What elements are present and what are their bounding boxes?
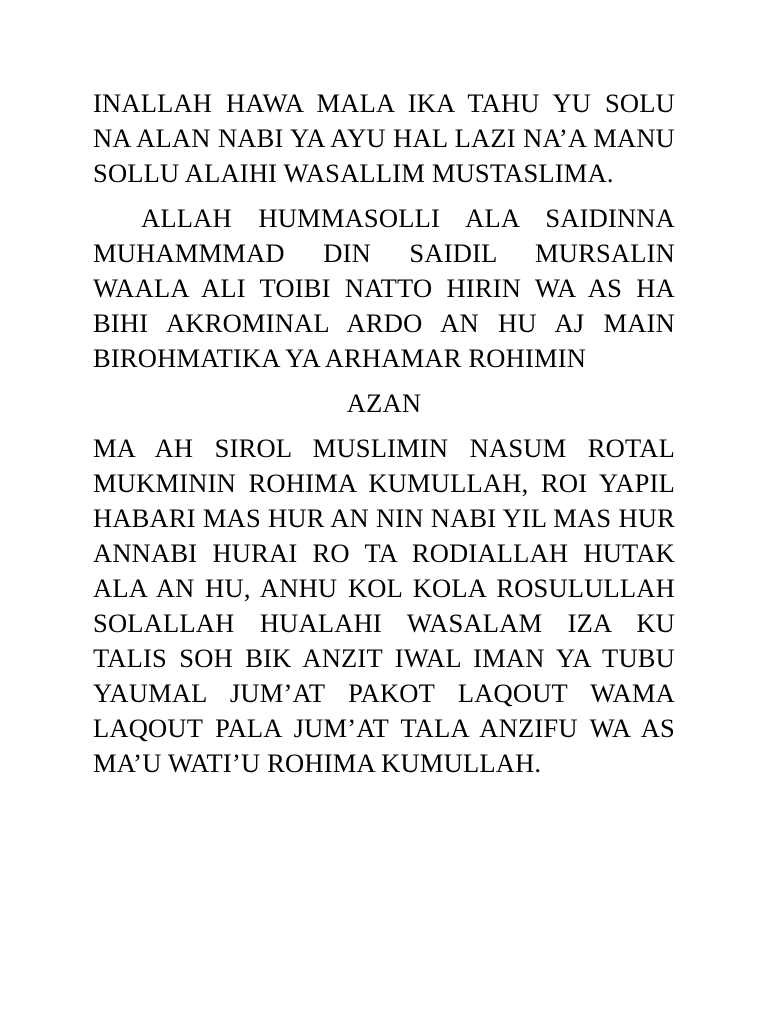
paragraph-salawat: ALLAH HUMMASOLLI ALA SAIDINNA MUHAMMMAD DIN SAIDIL MURSALIN WAALA ALI TOIBI NATTO HIRIN WA AS HA BIHI AKROMINAL ARDO AN HU AJ MAIN BIROHMATIKA YA ARHAMAR ROHIMIN bbox=[93, 203, 675, 373]
section-heading: AZAN bbox=[346, 388, 422, 418]
document-page bbox=[93, 86, 675, 791]
paragraph-azan: MA AH SIROL MUSLIMIN NASUM ROTAL MUKMININ ROHIMA KUMULLAH, ROI YAPIL HABARI MAS HUR AN NIN NABI YIL MAS HUR ANNABI HURAI RO TA RODIALLAH HUTAK ALA AN HU, ANHU KOL KOLA ROSULULLAH SOLALLAH HUALAHI WASALAM IZA KU TALIS SOH BIK ANZIT IWAL IMAN YA TUBU YAUMAL JUM’AT PAKOT LAQOUT WAMA LAQOUT PALA JUM’AT TALA ANZIFU WA AS MA’U WATI’U ROHIMA KUMULLAH. bbox=[93, 433, 675, 778]
paragraph-opening: INALLAH HAWA MALA IKA TAHU YU SOLU NA ALAN NABI YA AYU HAL LAZI NA’A MANU SOLLU ALAIHI WASALLIM MUSTASLIMA. bbox=[93, 88, 675, 188]
